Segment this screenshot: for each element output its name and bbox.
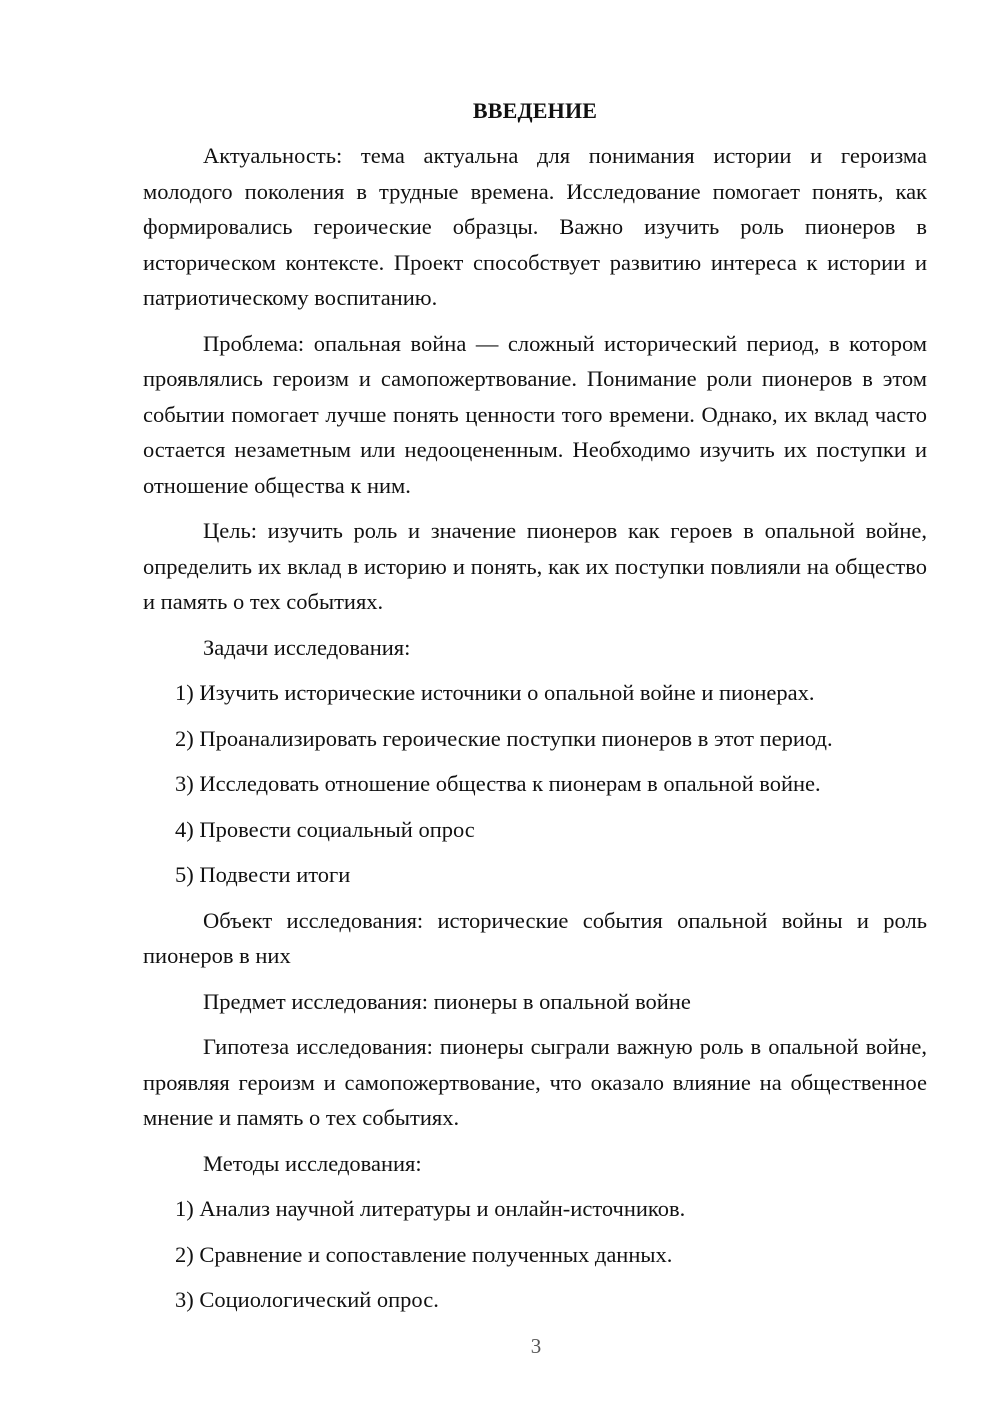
methods-list (143, 1191, 927, 1318)
document-title: ВВЕДЕНИЕ (472, 98, 598, 123)
object-paragraph: Объект исследования: исторические события опальной войны и роль пионеров в них (143, 907, 927, 968)
methods-heading: Методы исследования: (203, 1150, 422, 1176)
tasks-list (143, 675, 927, 893)
page-number: 3 (530, 1334, 542, 1358)
hypothesis-paragraph: Гипотеза исследования: пионеры сыграли важную роль в опальной войне, проявляя героизм и самопожертвование, что оказало влияние на общественное мнение и память о тех событиях. (143, 1034, 927, 1130)
list-item: 3) Социологический опрос. (175, 1287, 439, 1312)
problem-paragraph: Проблема: опальная война — сложный исторический период, в котором проявлялись героизм и самопожертвование. Понимание роли пионеров в этом событии помогает лучше понять ценности того времени. Однако, их вклад часто остается незаметным или недооцененным. Необходимо изучить их поступки и отношение общества к ним. (143, 330, 927, 498)
goal-paragraph: Цель: изучить роль и значение пионеров как героев в опальной войне, определить их вклад в историю и понять, как их поступки повлияли на общество и память о тех событиях. (143, 518, 927, 614)
list-item: 2) Сравнение и сопоставление полученных данных. (175, 1241, 673, 1267)
document-page (143, 96, 927, 1328)
list-item: 4) Провести социальный опрос (175, 816, 475, 842)
list-item: 1) Изучить исторические источники о опальной войне и пионерах. (175, 680, 815, 705)
tasks-heading: Задачи исследования: (203, 634, 411, 660)
list-item: 5) Подвести итоги (175, 862, 351, 887)
list-item: 3) Исследовать отношение общества к пионерам в опальной войне. (175, 771, 821, 796)
list-item: 1) Анализ научной литературы и онлайн-источников. (175, 1196, 686, 1221)
list-item: 2) Проанализировать героические поступки пионеров в этот период. (175, 725, 833, 751)
relevance-paragraph: Актуальность: тема актуальна для понимания истории и героизма молодого поколения в трудные времена. Исследование помогает понять, как формировались героические образцы. Важно изучить роль пионеров в историческом контексте. Проект способствует развитию интереса к истории и патриотическому воспитанию. (143, 143, 927, 310)
subject-paragraph: Предмет исследования: пионеры в опальной войне (203, 988, 691, 1014)
